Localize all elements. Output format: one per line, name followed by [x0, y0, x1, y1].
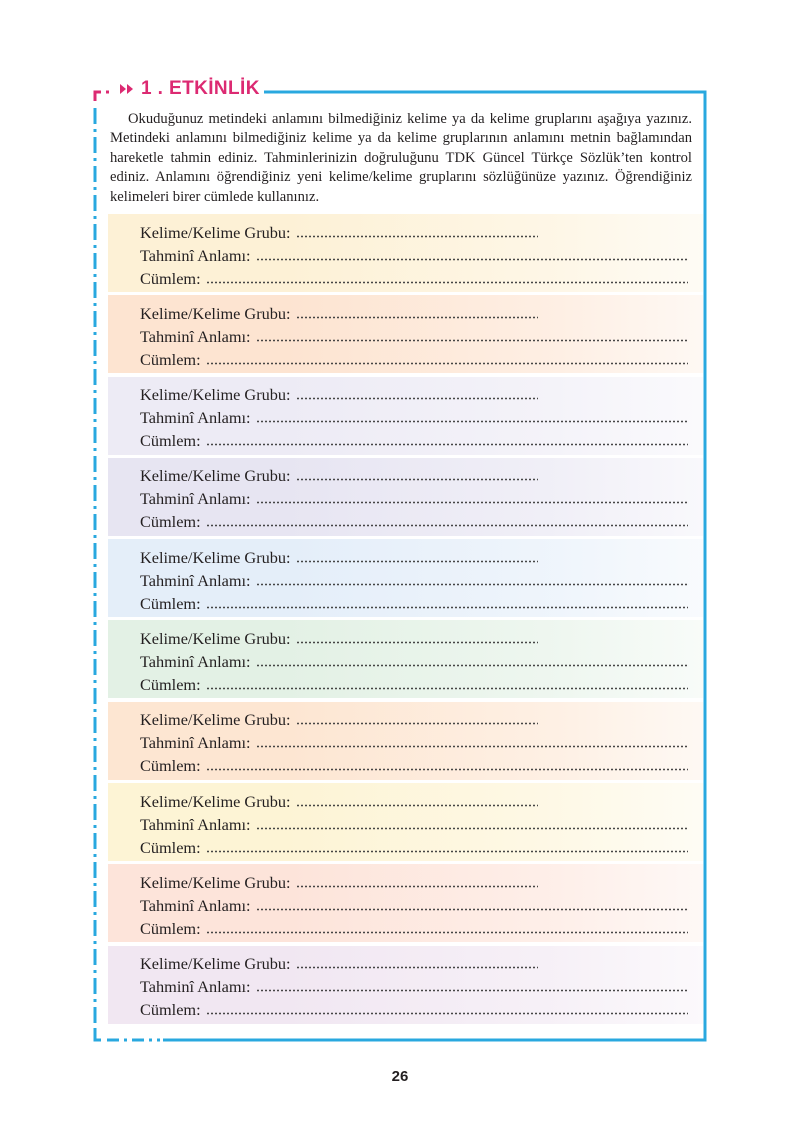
word-field: [140, 790, 538, 813]
sentence-label: Cümlem:: [140, 674, 201, 694]
word-label: Kelime/Kelime Grubu:: [140, 872, 291, 892]
word-field: [140, 627, 538, 650]
word-label: Kelime/Kelime Grubu:: [140, 954, 291, 974]
instruction-line: hareketle tahmin ediniz. Tahminlerinizin doğruluğunu TDK Güncel Türkçe Sözlük’ten kontrol: [110, 149, 692, 166]
sentence-write-line: [206, 917, 688, 940]
meaning-write-line: [256, 244, 688, 267]
meaning-field: [140, 569, 688, 592]
word-field: [140, 708, 538, 731]
meaning-label: Tahminî Anlamı:: [140, 651, 251, 671]
meaning-write-line: [256, 813, 688, 836]
sentence-write-line: [206, 998, 688, 1021]
sentence-write-line: [206, 348, 688, 371]
word-field: [140, 871, 538, 894]
word-write-line: [296, 464, 538, 487]
sentence-label: Cümlem:: [140, 349, 201, 369]
word-field: [140, 464, 538, 487]
meaning-write-line: [256, 894, 688, 917]
meaning-field: [140, 650, 688, 673]
meaning-write-line: [256, 569, 688, 592]
word-write-line: [296, 383, 538, 406]
word-write-line: [296, 221, 538, 244]
meaning-write-line: [256, 650, 688, 673]
meaning-field: [140, 244, 688, 267]
page-number: 26: [391, 1068, 409, 1085]
meaning-field: [140, 894, 688, 917]
word-label: Kelime/Kelime Grubu:: [140, 222, 291, 242]
sentence-field: [140, 429, 688, 452]
sentence-label: Cümlem:: [140, 431, 201, 451]
sentence-field: [140, 836, 688, 859]
meaning-label: Tahminî Anlamı:: [140, 570, 251, 590]
sentence-label: Cümlem:: [140, 918, 201, 938]
word-write-line: [296, 952, 538, 975]
sentence-field: [140, 754, 688, 777]
word-write-line: [296, 790, 538, 813]
sentence-field: [140, 592, 688, 615]
sentence-field: [140, 348, 688, 371]
double-arrow-right-icon: [120, 84, 134, 94]
word-field: [140, 302, 538, 325]
vocabulary-entry: [108, 539, 703, 617]
vocabulary-entry: [108, 783, 703, 861]
meaning-write-line: [256, 731, 688, 754]
vocabulary-entry: [108, 864, 703, 942]
word-field: [140, 546, 538, 569]
vocabulary-entry: [108, 295, 703, 373]
sentence-field: [140, 998, 688, 1021]
meaning-label: Tahminî Anlamı:: [140, 814, 251, 834]
meaning-write-line: [256, 325, 688, 348]
activity-title-text: 1 . ETKİNLİK: [141, 78, 260, 99]
sentence-field: [140, 917, 688, 940]
sentence-field: [140, 267, 688, 290]
activity-title: [120, 78, 260, 100]
vocabulary-entry: [108, 620, 703, 698]
meaning-label: Tahminî Anlamı:: [140, 326, 251, 346]
sentence-label: Cümlem:: [140, 1000, 201, 1020]
meaning-label: Tahminî Anlamı:: [140, 977, 251, 997]
sentence-label: Cümlem:: [140, 512, 201, 532]
word-label: Kelime/Kelime Grubu:: [140, 791, 291, 811]
meaning-label: Tahminî Anlamı:: [140, 733, 251, 753]
word-field: [140, 221, 538, 244]
meaning-field: [140, 406, 688, 429]
sentence-field: [140, 673, 688, 696]
word-label: Kelime/Kelime Grubu:: [140, 710, 291, 730]
meaning-label: Tahminî Anlamı:: [140, 408, 251, 428]
word-field: [140, 383, 538, 406]
word-label: Kelime/Kelime Grubu:: [140, 466, 291, 486]
meaning-label: Tahminî Anlamı:: [140, 895, 251, 915]
word-write-line: [296, 546, 538, 569]
sentence-label: Cümlem:: [140, 593, 201, 613]
vocabulary-entry: [108, 458, 703, 536]
sentence-write-line: [206, 510, 688, 533]
instruction-line: Okuduğunuz metindeki anlamını bilmediğiniz kelime ya da kelime gruplarını aşağıya yazınız.: [128, 111, 692, 127]
word-label: Kelime/Kelime Grubu:: [140, 385, 291, 405]
vocabulary-entry: [108, 946, 703, 1024]
instruction-line: kelimeleri birer cümlede kullanınız.: [110, 188, 320, 205]
sentence-write-line: [206, 673, 688, 696]
sentence-write-line: [206, 267, 688, 290]
sentence-label: Cümlem:: [140, 756, 201, 776]
meaning-label: Tahminî Anlamı:: [140, 245, 251, 265]
word-label: Kelime/Kelime Grubu:: [140, 547, 291, 567]
instruction-line: Metindeki anlamını bilmediğiniz kelime ya da kelime gruplarının anlamını metnin bağlamından: [110, 130, 692, 147]
word-write-line: [296, 871, 538, 894]
meaning-field: [140, 813, 688, 836]
instruction-line: ediniz. Anlamını öğrendiğiniz yeni kelime/kelime gruplarını sözlüğünüze yazınız. Öğrendiğiniz: [110, 169, 692, 186]
vocabulary-entry: [108, 377, 703, 455]
word-field: [140, 952, 538, 975]
meaning-field: [140, 731, 688, 754]
sentence-write-line: [206, 754, 688, 777]
meaning-write-line: [256, 406, 688, 429]
meaning-field: [140, 975, 688, 998]
instructions-paragraph: [110, 110, 692, 207]
meaning-write-line: [256, 487, 688, 510]
sentence-write-line: [206, 592, 688, 615]
meaning-field: [140, 325, 688, 348]
sentence-label: Cümlem:: [140, 837, 201, 857]
word-label: Kelime/Kelime Grubu:: [140, 303, 291, 323]
vocabulary-entries: [108, 214, 703, 1027]
word-label: Kelime/Kelime Grubu:: [140, 628, 291, 648]
sentence-write-line: [206, 836, 688, 859]
meaning-write-line: [256, 975, 688, 998]
word-write-line: [296, 708, 538, 731]
meaning-label: Tahminî Anlamı:: [140, 489, 251, 509]
word-write-line: [296, 627, 538, 650]
sentence-write-line: [206, 429, 688, 452]
vocabulary-entry: [108, 702, 703, 780]
sentence-label: Cümlem:: [140, 268, 201, 288]
word-write-line: [296, 302, 538, 325]
meaning-field: [140, 487, 688, 510]
vocabulary-entry: [108, 214, 703, 292]
sentence-field: [140, 510, 688, 533]
